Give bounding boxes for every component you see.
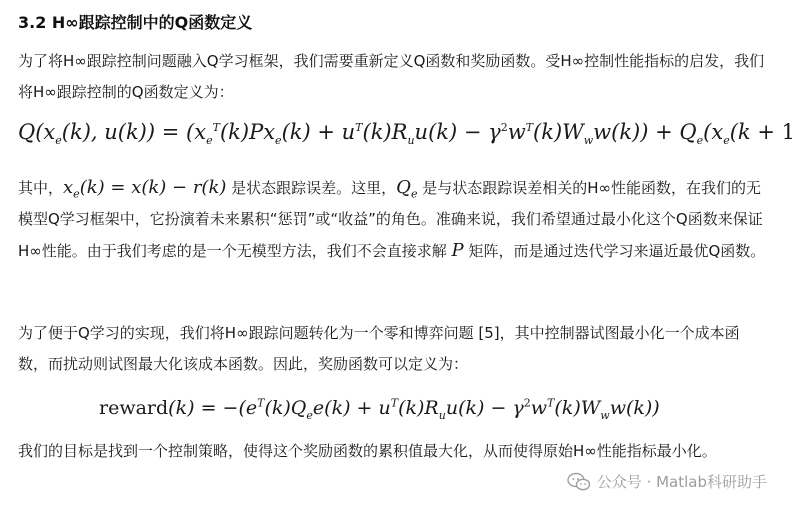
wechat-icon (567, 472, 591, 492)
watermark (567, 471, 767, 492)
paragraph-objective: 我们的目标是找到一个控制策略，使得这个奖励函数的累积值最大化，从而使得原始H∞性能指标最小化。 (18, 442, 717, 460)
section-title: 3.2 H∞跟踪控制中的Q函数定义 (18, 13, 253, 32)
reward-equation: reward(k) = $-(e^T(k)Q_ee(k) + u^T(k)R_uu(k) - \gamma^2w^T(k)W_ww(k))$ (99, 396, 660, 422)
qe-symbol: $Q_e$ (396, 177, 418, 201)
paragraph-definition (18, 172, 767, 267)
tracking-error-formula: $x_e(k) = x(k) - r(k)$ (63, 177, 227, 201)
paragraph-intro: 为了将H∞跟踪控制问题融入Q学习框架，我们需要重新定义Q函数和奖励函数。受H∞控制性能指标的启发，我们将H∞跟踪控制的Q函数定义为： (18, 52, 765, 101)
q-function-equation (18, 117, 795, 147)
eq1-lhs: $Q(x_e(k)$, u(k)) (18, 120, 156, 148)
p-matrix-symbol: P (451, 240, 464, 261)
para2-text2: 是与状态跟踪误差相关的H∞性能函数，在我们的无模型Q学习框架中，它扮演着未来累积“惩罚”或“收益”的角色。准确来说，我们希望通过最小化这个Q函数来保证H∞性能。由于我们考虑的是一个无模型方法，我们不会直接求解 (18, 179, 763, 260)
para2-text3: 矩阵，而是通过迭代学习来逼近最优Q函数。 (463, 242, 766, 260)
para2-text1: 是状态跟踪误差。这里， (226, 179, 397, 197)
paragraph-zero-sum-game: 为了便于Q学习的实现，我们将H∞跟踪问题转化为一个零和博弈问题 [5]，其中控制器试图最小化一个成本函数，而扰动则试图最大化该成本函数。因此，奖励函数可以定义为： (18, 324, 740, 373)
watermark-text: 公众号 · Matlab科研助手 (596, 473, 767, 491)
para2-prefix: 其中， (18, 179, 64, 197)
eq1-rhs: = $(x_e^T(k)Px_e(k) + u^T(k)R_uu(k) - \gamma^2w^T(k)W_ww(k)) + Q_e(x_e(k + 1$ (161, 120, 795, 148)
